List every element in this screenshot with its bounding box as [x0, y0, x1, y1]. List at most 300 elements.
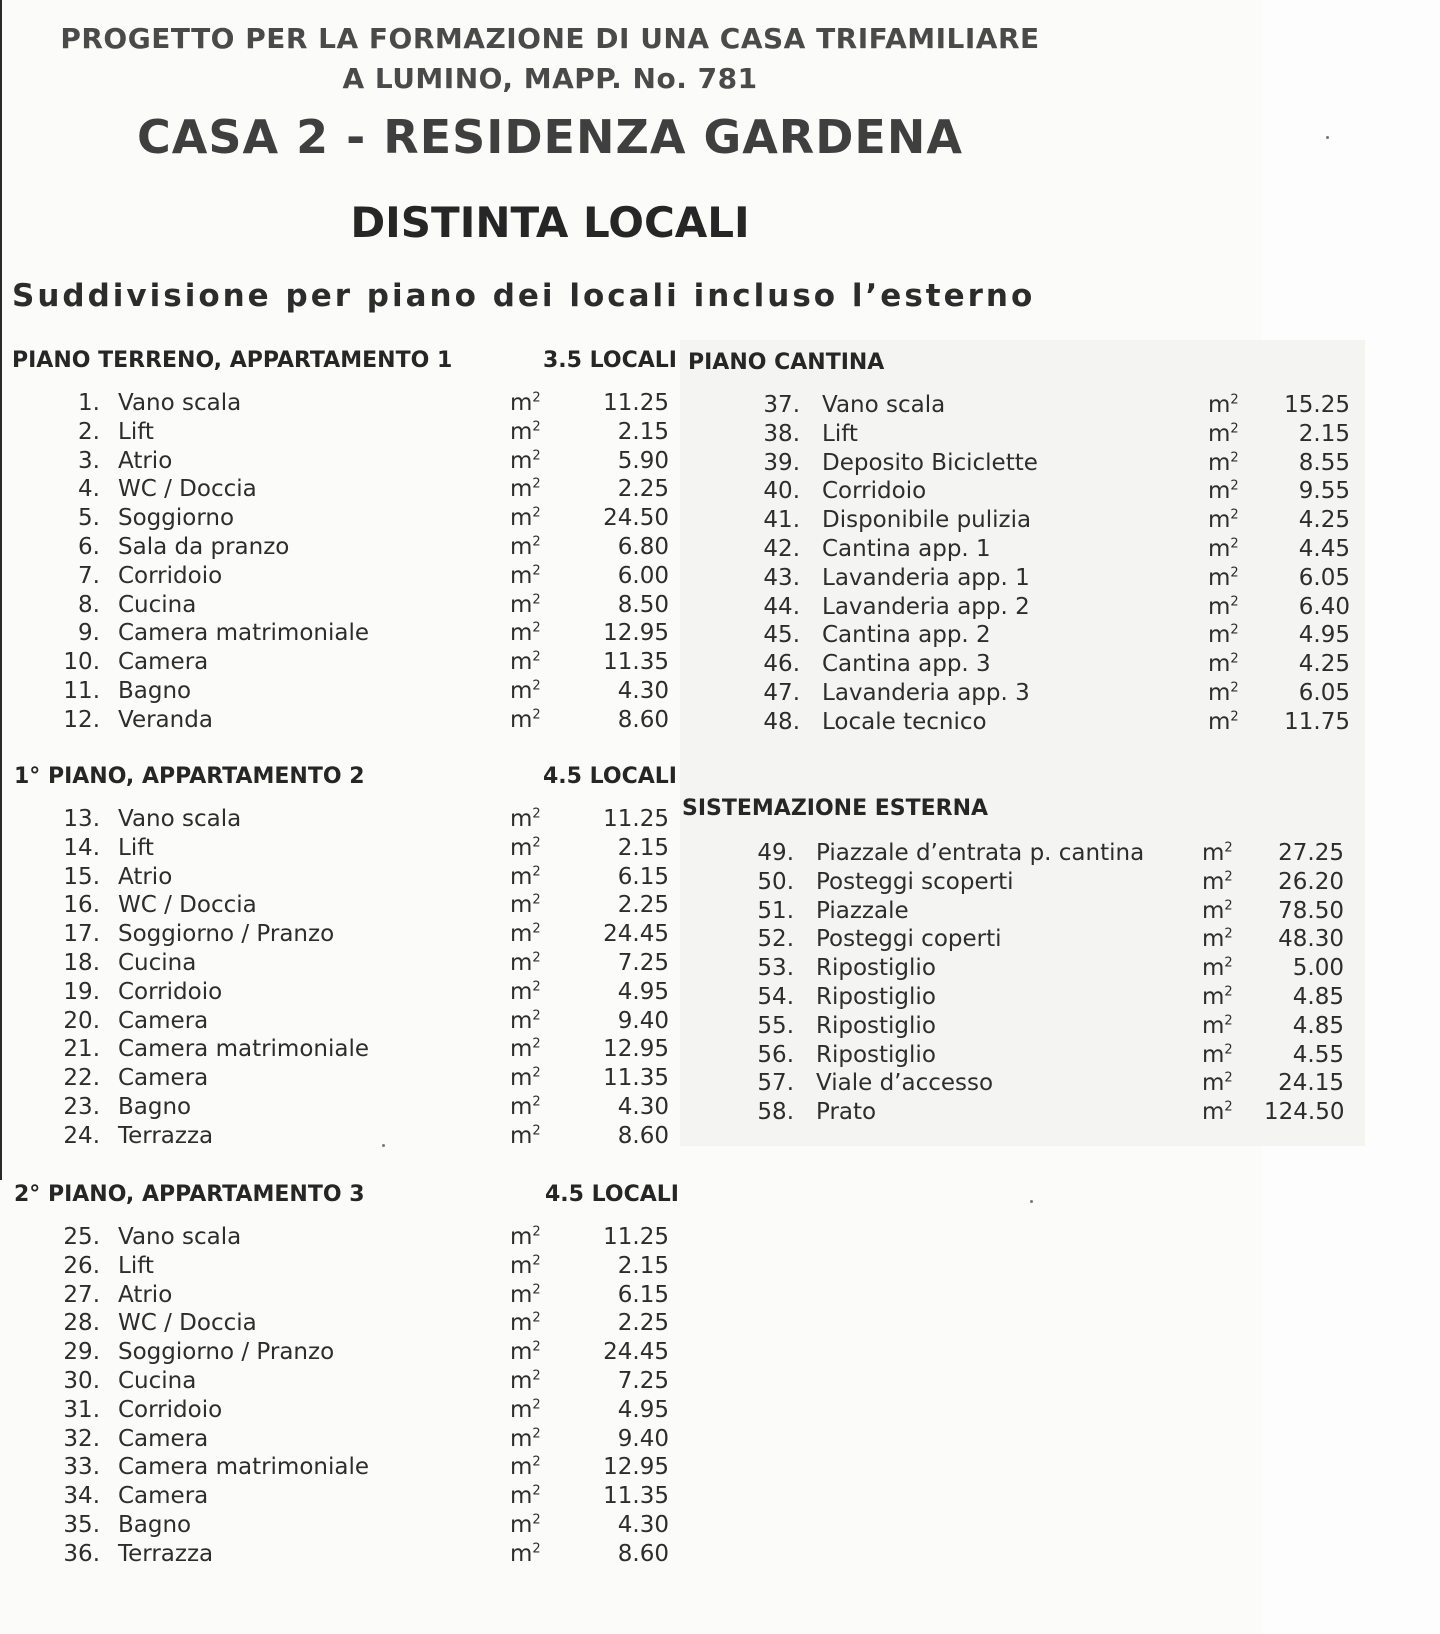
unit-base: m [510, 1483, 533, 1510]
unit-exponent: 2 [1230, 680, 1239, 696]
room-name: Bagno [118, 1511, 192, 1538]
unit-exponent: 2 [532, 979, 541, 995]
room-area: 9.40 [617, 1007, 669, 1034]
room-area: 2.15 [1298, 420, 1350, 447]
room-number: 12. [63, 706, 100, 733]
room-number: 45. [763, 622, 800, 649]
unit-base: m [510, 978, 533, 1005]
room-area: 6.40 [1298, 593, 1350, 620]
unit-base: m [1208, 535, 1231, 562]
area-unit [1202, 1013, 1233, 1039]
unit-exponent: 2 [532, 1094, 541, 1110]
room-row [0, 950, 680, 979]
unit-base: m [1202, 840, 1225, 866]
room-row [734, 983, 1344, 1013]
room-row [0, 505, 680, 534]
room-number: 34. [63, 1483, 100, 1510]
room-number: 24. [63, 1122, 100, 1149]
unit-base: m [510, 447, 533, 474]
rows-first [0, 806, 680, 1152]
room-row [0, 534, 680, 563]
room-area: 8.60 [617, 706, 669, 733]
area-unit [1208, 536, 1239, 562]
room-area: 11.75 [1284, 708, 1350, 735]
room-area: 9.55 [1298, 478, 1350, 505]
unit-base: m [510, 1540, 533, 1567]
room-number: 48. [763, 708, 800, 735]
room-name: Soggiorno / Pranzo [118, 921, 335, 948]
area-unit [510, 1483, 541, 1509]
room-number: 40. [763, 478, 800, 505]
room-number: 50. [757, 868, 794, 895]
unit-exponent: 2 [532, 1065, 541, 1081]
unit-base: m [1202, 1012, 1225, 1039]
unit-exponent: 2 [532, 620, 541, 636]
room-name: Lavanderia app. 2 [822, 593, 1030, 620]
area-unit [510, 1310, 541, 1336]
room-number: 22. [63, 1065, 100, 1092]
area-unit [510, 1065, 541, 1091]
area-unit [510, 1454, 541, 1480]
unit-exponent: 2 [532, 863, 541, 879]
room-row [0, 1282, 680, 1311]
room-area: 4.85 [1292, 983, 1344, 1010]
room-number: 33. [63, 1454, 100, 1481]
area-unit [510, 592, 541, 618]
room-area: 2.15 [617, 418, 669, 445]
unit-exponent: 2 [532, 1224, 541, 1240]
unit-base: m [1202, 955, 1225, 982]
unit-exponent: 2 [1230, 536, 1239, 552]
room-row [0, 921, 680, 950]
room-name: Ripostiglio [816, 983, 936, 1010]
room-name: WC / Doccia [118, 1310, 257, 1337]
room-number: 6. [78, 533, 100, 560]
area-unit [1208, 421, 1239, 447]
unit-exponent: 2 [1230, 478, 1239, 494]
unit-exponent: 2 [1224, 926, 1233, 942]
room-number: 9. [78, 620, 100, 647]
area-unit [510, 1008, 541, 1034]
area-unit [1202, 898, 1233, 924]
room-row [0, 835, 680, 864]
unit-base: m [1202, 1041, 1225, 1068]
room-area: 4.95 [617, 1396, 669, 1423]
room-area: 27.25 [1278, 840, 1344, 866]
unit-base: m [1202, 868, 1225, 895]
room-area: 4.45 [1298, 535, 1350, 562]
room-number: 13. [63, 806, 100, 832]
area-unit [1208, 709, 1239, 735]
room-number: 43. [763, 564, 800, 591]
area-unit [510, 448, 541, 474]
room-number: 54. [757, 983, 794, 1010]
room-area: 4.30 [617, 1511, 669, 1538]
unit-base: m [510, 677, 533, 704]
room-name: Camera [118, 649, 209, 676]
room-row [0, 448, 680, 477]
unit-base: m [510, 620, 533, 647]
room-row [740, 708, 1350, 738]
area-unit [1208, 622, 1239, 648]
unit-exponent: 2 [1224, 1013, 1233, 1029]
document-title: CASA 2 - RESIDENZA GARDENA [137, 110, 963, 164]
unit-base: m [1202, 897, 1225, 924]
unit-base: m [1208, 420, 1231, 447]
room-row [0, 1541, 680, 1570]
room-area: 11.35 [603, 1483, 669, 1510]
section-title-first: 1° PIANO, APPARTAMENTO 2 [14, 764, 365, 789]
room-area: 6.05 [1298, 564, 1350, 591]
room-number: 1. [78, 390, 100, 416]
room-area: 12.95 [603, 1454, 669, 1481]
room-number: 25. [63, 1224, 100, 1250]
room-name: Corridoio [118, 1396, 223, 1423]
section-title-cellar: PIANO CANTINA [688, 350, 885, 375]
room-name: Piazzale [816, 897, 909, 924]
unit-exponent: 2 [532, 447, 541, 463]
rows-cellar [740, 392, 1350, 738]
room-number: 16. [63, 892, 100, 919]
room-row [0, 1224, 680, 1253]
room-area: 6.15 [617, 863, 669, 890]
room-row [0, 864, 680, 893]
room-number: 52. [757, 926, 794, 953]
project-line-1: PROGETTO PER LA FORMAZIONE DI UNA CASA TRIFAMILIARE [60, 22, 1040, 55]
area-unit [1202, 955, 1233, 981]
room-area: 15.25 [1284, 392, 1350, 418]
room-number: 2. [78, 418, 100, 445]
area-unit [1202, 1070, 1233, 1096]
room-name: Cantina app. 1 [822, 535, 991, 562]
room-name: Camera [118, 1425, 209, 1452]
area-unit [1208, 478, 1239, 504]
room-area: 24.50 [603, 505, 669, 532]
room-area: 2.25 [617, 892, 669, 919]
unit-exponent: 2 [532, 835, 541, 851]
room-name: Camera [118, 1007, 209, 1034]
unit-exponent: 2 [532, 806, 541, 822]
room-area: 12.95 [603, 620, 669, 647]
unit-exponent: 2 [532, 1425, 541, 1441]
unit-base: m [510, 1396, 533, 1423]
unit-base: m [510, 834, 533, 861]
room-number: 49. [757, 840, 794, 866]
room-number: 58. [757, 1099, 794, 1126]
room-area: 48.30 [1278, 926, 1344, 953]
room-row [0, 620, 680, 649]
area-unit [510, 390, 541, 416]
room-area: 6.15 [617, 1281, 669, 1308]
unit-base: m [510, 1122, 533, 1149]
area-unit [1208, 450, 1239, 476]
unit-exponent: 2 [1224, 984, 1233, 1000]
room-number: 10. [63, 649, 100, 676]
area-unit [510, 892, 541, 918]
unit-exponent: 2 [1230, 392, 1239, 408]
room-name: Vano scala [822, 392, 946, 418]
room-name: Lift [118, 418, 154, 445]
unit-base: m [510, 892, 533, 919]
room-area: 124.50 [1264, 1099, 1345, 1126]
room-number: 14. [63, 834, 100, 861]
unit-base: m [510, 1036, 533, 1063]
unit-exponent: 2 [532, 1339, 541, 1355]
unit-exponent: 2 [1224, 1041, 1233, 1057]
room-name: Lavanderia app. 3 [822, 679, 1030, 706]
room-number: 15. [63, 863, 100, 890]
room-area: 4.55 [1292, 1041, 1344, 1068]
room-row [0, 1008, 680, 1037]
room-name: Ripostiglio [816, 955, 936, 982]
room-number: 5. [78, 505, 100, 532]
unit-base: m [510, 1281, 533, 1308]
unit-base: m [510, 1252, 533, 1279]
unit-base: m [510, 1511, 533, 1538]
room-row [740, 449, 1350, 479]
room-row [0, 390, 680, 419]
unit-exponent: 2 [1230, 651, 1239, 667]
unit-exponent: 2 [1230, 449, 1239, 465]
unit-base: m [1202, 1070, 1225, 1097]
room-number: 53. [757, 955, 794, 982]
unit-base: m [1208, 651, 1231, 678]
room-row [0, 1065, 680, 1094]
unit-exponent: 2 [532, 1512, 541, 1528]
room-name: Corridoio [118, 978, 223, 1005]
unit-exponent: 2 [1224, 1070, 1233, 1086]
unit-base: m [1202, 926, 1225, 953]
area-unit [510, 921, 541, 947]
room-area: 4.25 [1298, 507, 1350, 534]
scan-speck [1326, 136, 1329, 139]
unit-exponent: 2 [532, 892, 541, 908]
room-number: 26. [63, 1252, 100, 1279]
unit-exponent: 2 [532, 563, 541, 579]
room-row [0, 1094, 680, 1123]
unit-exponent: 2 [1230, 593, 1239, 609]
area-unit [510, 563, 541, 589]
area-unit [510, 1224, 541, 1250]
room-name: Locale tecnico [822, 708, 987, 735]
room-row [734, 868, 1344, 898]
room-name: Ripostiglio [816, 1041, 936, 1068]
unit-exponent: 2 [532, 534, 541, 550]
area-unit [510, 979, 541, 1005]
room-number: 32. [63, 1425, 100, 1452]
unit-exponent: 2 [532, 1123, 541, 1139]
room-name: Camera matrimoniale [118, 620, 370, 647]
room-area: 11.35 [603, 649, 669, 676]
room-number: 3. [78, 447, 100, 474]
unit-exponent: 2 [1230, 709, 1239, 725]
room-name: Camera matrimoniale [118, 1036, 370, 1063]
room-row [740, 622, 1350, 651]
unit-base: m [510, 921, 533, 948]
room-number: 51. [757, 897, 794, 924]
area-unit [510, 678, 541, 704]
room-area: 4.30 [617, 1093, 669, 1120]
room-name: Bagno [118, 677, 192, 704]
room-number: 38. [763, 420, 800, 447]
room-number: 17. [63, 921, 100, 948]
room-number: 18. [63, 949, 100, 976]
unit-exponent: 2 [532, 1281, 541, 1297]
room-row [734, 926, 1344, 955]
unit-base: m [510, 1224, 533, 1250]
unit-base: m [510, 949, 533, 976]
room-name: Camera [118, 1483, 209, 1510]
area-unit [1202, 984, 1233, 1010]
section-title-outside: SISTEMAZIONE ESTERNA [682, 796, 989, 821]
room-name: Deposito Biciclette [822, 449, 1038, 476]
room-row [0, 649, 680, 678]
area-unit [510, 950, 541, 976]
unit-base: m [510, 1454, 533, 1481]
room-number: 8. [78, 591, 100, 618]
room-name: Vano scala [118, 390, 242, 416]
room-area: 2.25 [617, 476, 669, 503]
area-unit [510, 1368, 541, 1394]
room-area: 24.45 [603, 921, 669, 948]
area-unit [1208, 651, 1239, 677]
room-number: 36. [63, 1540, 100, 1567]
unit-exponent: 2 [532, 1368, 541, 1384]
unit-base: m [1208, 478, 1231, 505]
unit-exponent: 2 [532, 1483, 541, 1499]
area-unit [510, 864, 541, 890]
room-row [0, 1454, 680, 1483]
room-area: 4.95 [617, 978, 669, 1005]
room-area: 5.00 [1292, 955, 1344, 982]
unit-exponent: 2 [1230, 507, 1239, 523]
room-name: Prato [816, 1099, 877, 1126]
room-number: 20. [63, 1007, 100, 1034]
room-area: 11.25 [603, 390, 669, 416]
room-row [0, 1368, 680, 1397]
unit-exponent: 2 [1224, 840, 1233, 856]
room-row [0, 592, 680, 621]
room-name: Disponibile pulizia [822, 507, 1032, 534]
unit-base: m [510, 562, 533, 589]
room-name: Lift [118, 834, 154, 861]
room-area: 8.60 [617, 1540, 669, 1567]
unit-base: m [1208, 708, 1231, 735]
room-row [740, 679, 1350, 709]
room-row [734, 955, 1344, 984]
room-name: Soggiorno [118, 505, 235, 532]
room-area: 7.25 [617, 949, 669, 976]
unit-exponent: 2 [532, 678, 541, 694]
room-row [740, 535, 1350, 565]
room-row [0, 1397, 680, 1426]
room-number: 42. [763, 535, 800, 562]
room-row [0, 1483, 680, 1512]
room-number: 56. [757, 1041, 794, 1068]
room-number: 21. [63, 1036, 100, 1063]
area-unit [510, 649, 541, 675]
room-area: 7.25 [617, 1367, 669, 1394]
room-name: Soggiorno / Pranzo [118, 1339, 335, 1366]
room-name: Cucina [118, 591, 197, 618]
unit-exponent: 2 [532, 950, 541, 966]
unit-exponent: 2 [532, 419, 541, 435]
room-row [740, 478, 1350, 507]
room-row [734, 1041, 1344, 1071]
room-row [740, 392, 1350, 421]
unit-exponent: 2 [532, 1253, 541, 1269]
unit-exponent: 2 [532, 1454, 541, 1470]
room-row [734, 1012, 1344, 1042]
room-row [740, 651, 1350, 680]
room-number: 35. [63, 1511, 100, 1538]
room-area: 24.45 [603, 1339, 669, 1366]
room-number: 31. [63, 1396, 100, 1423]
room-row [0, 707, 680, 736]
area-unit [1208, 594, 1239, 620]
unit-base: m [1208, 507, 1231, 534]
rows-ground [0, 390, 680, 736]
area-unit [510, 1036, 541, 1062]
room-row [734, 840, 1344, 869]
area-unit [510, 1339, 541, 1365]
unit-exponent: 2 [532, 707, 541, 723]
room-area: 26.20 [1278, 868, 1344, 895]
unit-exponent: 2 [1224, 897, 1233, 913]
unit-base: m [510, 1310, 533, 1337]
unit-exponent: 2 [532, 390, 541, 406]
room-area: 6.80 [617, 533, 669, 560]
unit-exponent: 2 [532, 1007, 541, 1023]
room-name: Cucina [118, 949, 197, 976]
room-number: 4. [78, 476, 100, 503]
room-name: Atrio [118, 1281, 173, 1308]
room-name: Lavanderia app. 1 [822, 564, 1030, 591]
unit-base: m [510, 1065, 533, 1092]
area-unit [510, 505, 541, 531]
room-name: Camera [118, 1065, 209, 1092]
unit-base: m [510, 1425, 533, 1452]
area-unit [510, 476, 541, 502]
unit-base: m [1202, 983, 1225, 1010]
room-row [740, 564, 1350, 594]
room-name: Atrio [118, 863, 173, 890]
unit-base: m [510, 1093, 533, 1120]
unit-base: m [510, 706, 533, 733]
room-number: 47. [763, 679, 800, 706]
unit-base: m [1208, 392, 1231, 418]
room-row [0, 1339, 680, 1368]
room-name: Terrazza [118, 1122, 214, 1149]
unit-exponent: 2 [1224, 869, 1233, 885]
room-area: 4.25 [1298, 651, 1350, 678]
tagline: Suddivisione per piano dei locali incluso l’esterno [12, 278, 1036, 314]
room-area: 11.25 [603, 806, 669, 832]
room-name: Posteggi coperti [816, 926, 1002, 953]
section-title-second: 2° PIANO, APPARTAMENTO 3 [14, 1182, 365, 1207]
rows-second [0, 1224, 680, 1570]
area-unit [1202, 869, 1233, 895]
room-name: Posteggi scoperti [816, 868, 1014, 895]
room-row [0, 1426, 680, 1455]
room-area: 12.95 [603, 1036, 669, 1063]
unit-base: m [510, 533, 533, 560]
room-name: WC / Doccia [118, 892, 257, 919]
room-row [0, 892, 680, 921]
room-name: Lift [118, 1252, 154, 1279]
project-line-2: A LUMINO, MAPP. No. 781 [342, 62, 758, 95]
unit-exponent: 2 [532, 1036, 541, 1052]
